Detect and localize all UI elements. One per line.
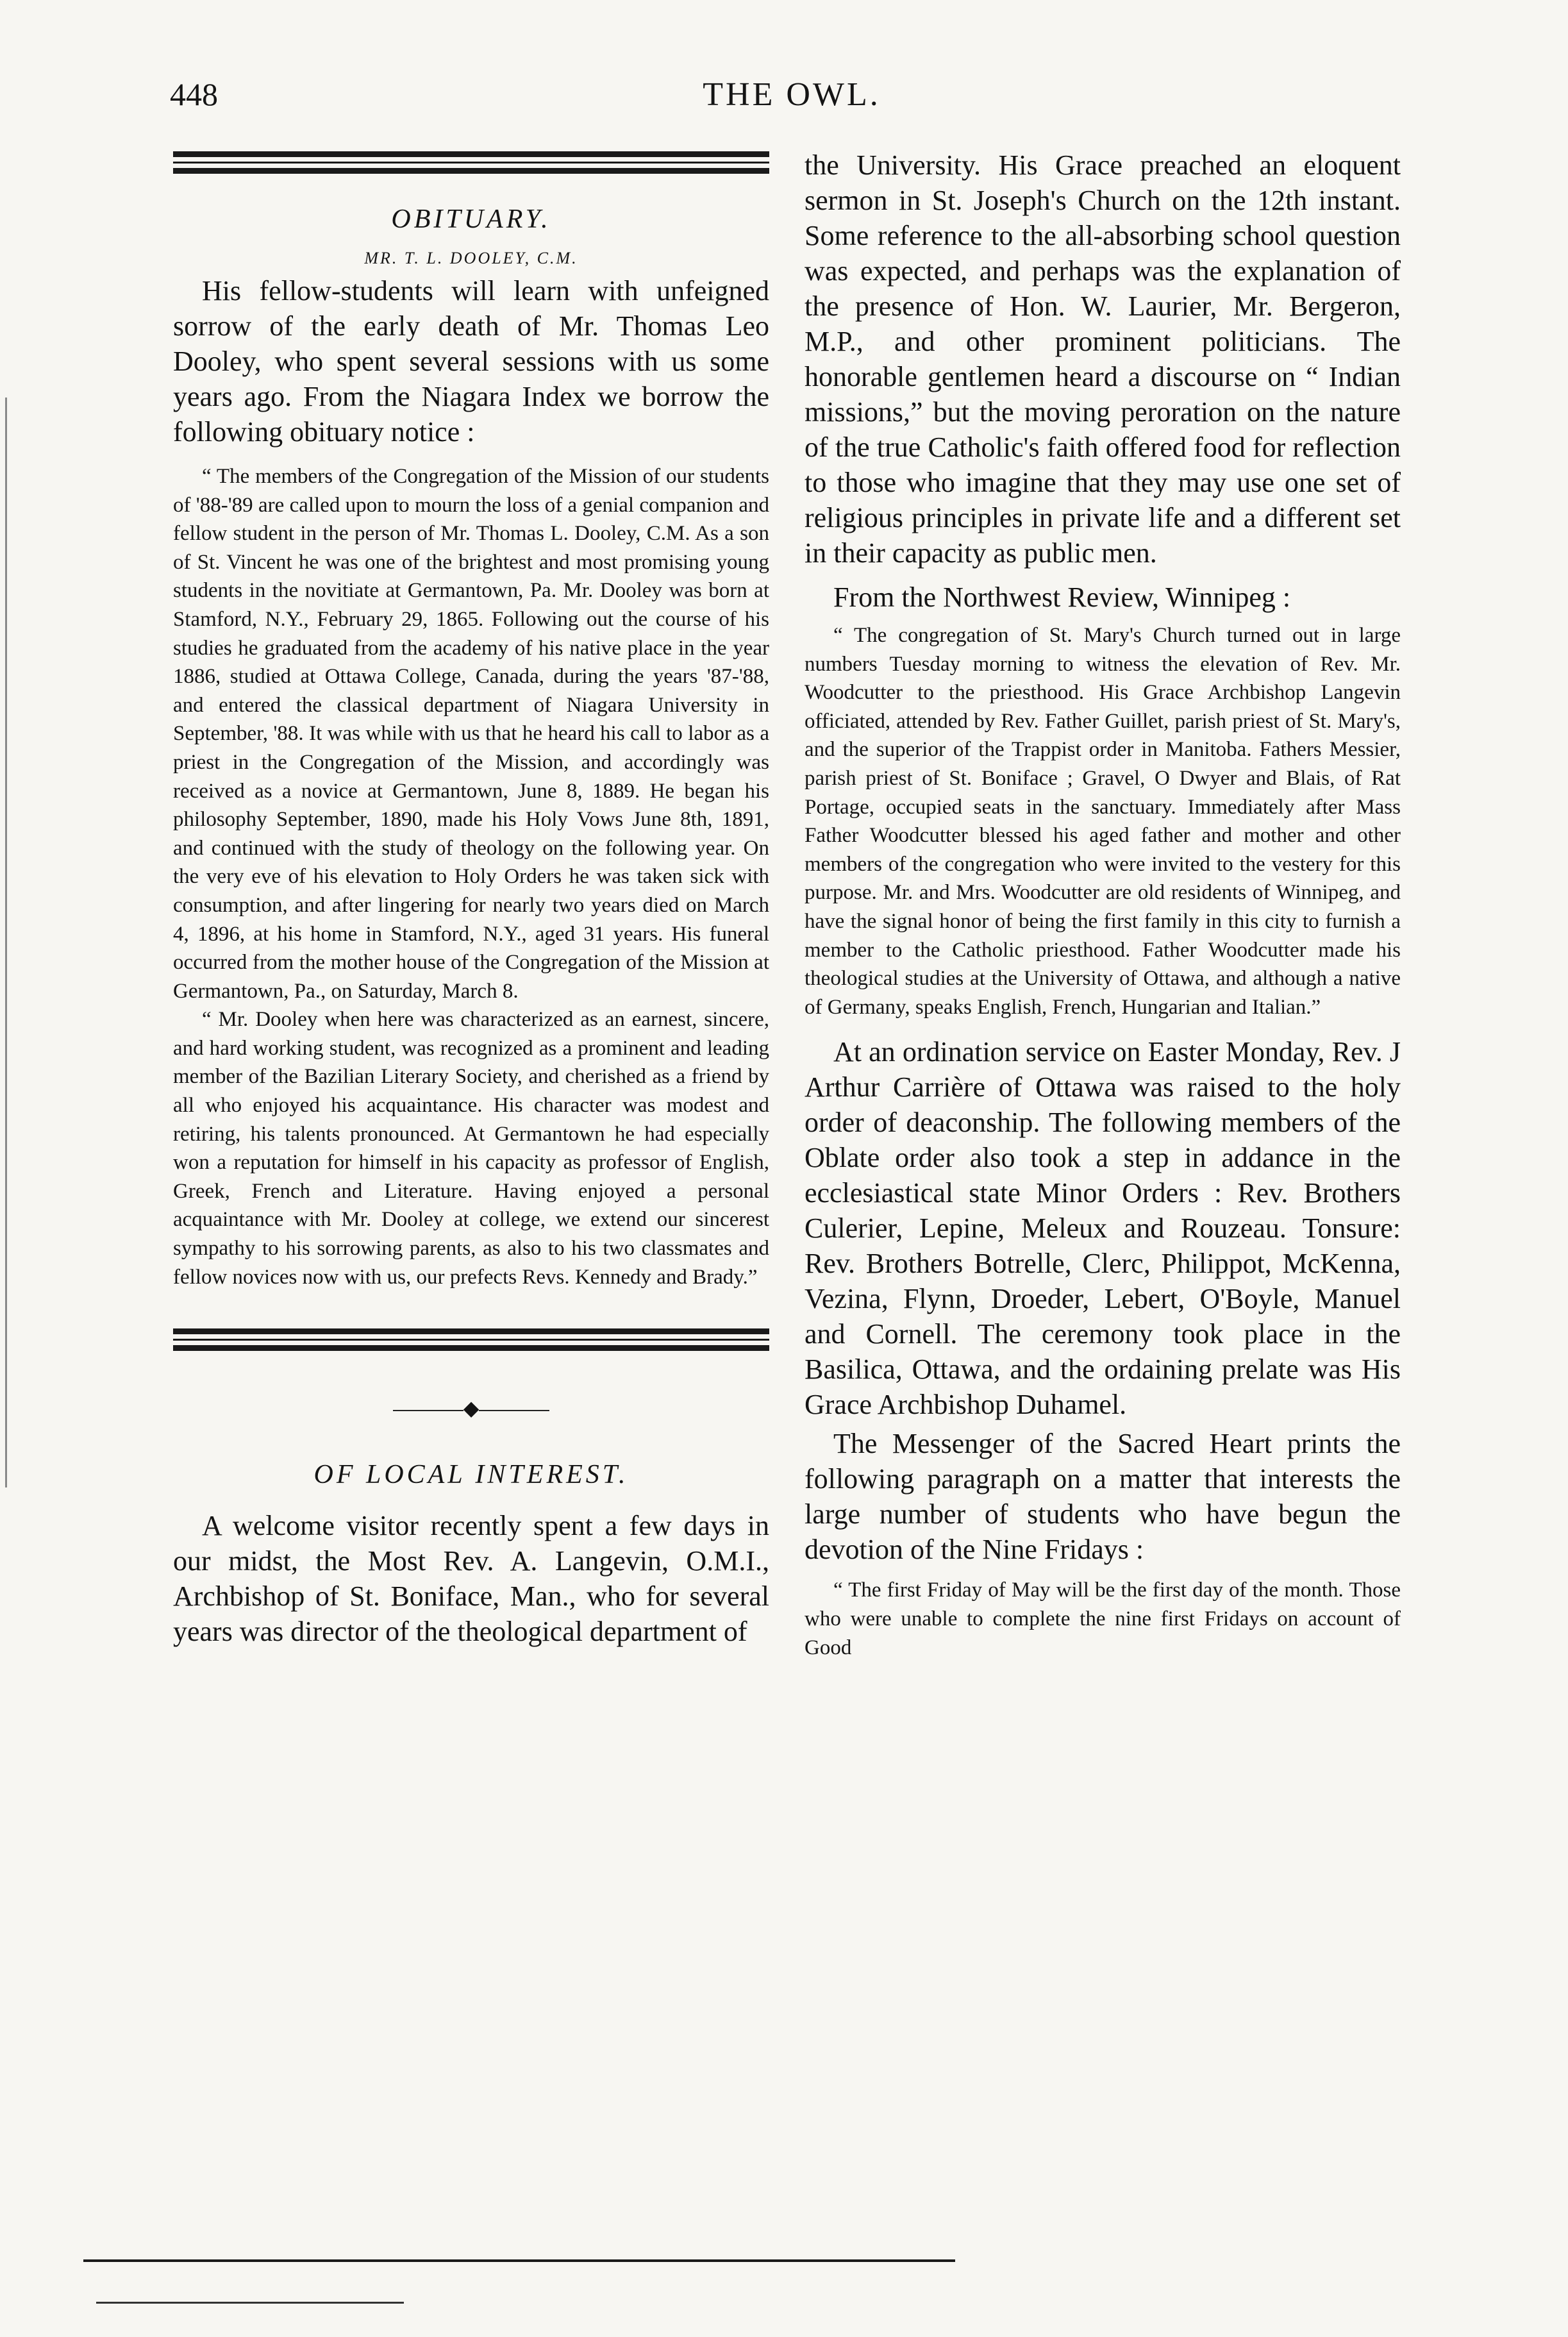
local-interest-quote-3: “ The congregation of St. Mary's Church turned out in large numbers Tuesday morning to witness the elevation of Rev. Mr. Woodcutter to the priesthood. His Grace Archbishop Langevin officiated, attended by Rev. Father Guillet, parish priest of St. Mary's, and the superior of the Trappist order in Manitoba. Fathers Messier, parish priest of St. Boniface ; Gravel, O Dwyer and Blais, of Rat Portage, occupied seats in the sanctuary. Immediately after Mass Father Woodcutter blessed his aged father and mother and other members of the congregation who were invited to the vestery for this purpose. Mr. and Mrs. Woodcutter are old residents of Winnipeg, and have the signal honor of being the first family in this city to furnish a member to the Catholic priesthood. Father Woodcutter made his theological studies at the University of Ottawa, and although a native of Germany, speaks English, French, Hungarian and Italian.”	[805, 624, 1401, 1019]
right-column	[805, 147, 1401, 1662]
local-interest-para-3: At an ordination service on Easter Monday, Rev. J Arthur Carrière of Ottawa was raised to the holy order of deaconship. The following members of the Oblate order also took a step in addance in the ecclesiastical state Minor Orders : Rev. Brothers Culerier, Lepine, Meleux and Rouzeau. Tonsure: Rev. Brothers Botrelle, Clerc, Philippot, McKenna, Vezina, Flynn, Droeder, Lebert, O'Boyle, Manuel and Cornell. The ceremony took place in the Basilica, Ottawa, and the ordaining prelate was His Grace Archbishop Duhamel.	[805, 1036, 1401, 1421]
local-interest-para-1-start: A welcome visitor recently spent a few days in our midst, the Most Rev. A. Langevin, O.M.I., Archbishop of St. Boniface, Man., who for several years was director of the theological department of	[173, 1510, 769, 1648]
local-interest-para-1-continued: the University. His Grace preached an eloquent sermon in St. Joseph's Church on the 12th instant. Some reference to the all-absorbing school question was expected, and perhaps was the explanation of the presence of Hon. W. Laurier, Mr. Bergeron, M.P., and other prominent politicians. The honorable gentlemen heard a discourse on “ Indian missions,” but the moving peroration on the nature of the true Catholic's faith offered food for reflection to those who imagine that they may use one set of religious principles in private life and a different set in their capacity as public men.	[805, 149, 1401, 569]
bottom-rule-short	[96, 2302, 404, 2304]
local-interest-para-4: The Messenger of the Sacred Heart prints the following paragraph on a matter that interests the large number of students who have begun the devotion of the Nine Fridays :	[805, 1428, 1401, 1566]
page-number: 448	[170, 76, 218, 112]
local-interest-title: OF LOCAL INTEREST.	[313, 1460, 629, 1490]
local-interest-para-2: From the Northwest Review, Winnipeg :	[833, 582, 1291, 613]
ornament-divider: ◆	[173, 1395, 769, 1421]
local-interest-quote-4: “ The first Friday of May will be the first day of the month. Those who were unable to complete the nine first Fridays on account of Good	[805, 1579, 1401, 1659]
section-divider-rule	[173, 1328, 769, 1351]
obituary-intro: His fellow-students will learn with unfeigned sorrow of the early death of Mr. Thomas Leo Dooley, who spent several sessions with us some years ago. From the Niagara Index we borrow the following obituary notice :	[173, 275, 769, 448]
running-title: THE OWL.	[703, 76, 881, 113]
obituary-byline: MR. T. L. DOOLEY, C.M.	[364, 249, 578, 267]
top-rule	[173, 151, 769, 174]
left-column	[173, 151, 769, 1649]
left-margin-mark	[5, 398, 7, 1487]
obituary-quote-1: “ The members of the Congregation of the Mission of our students of '88-'89 are called upon to mourn the loss of a genial companion and fellow student in the person of Mr. Thomas L. Dooley, C.M. As a son of St. Vincent he was one of the brightest and most promising young students in the novitiate at Germantown, Pa. Mr. Dooley was born at Stamford, N.Y., February 29, 1865. Following out the course of his studies he graduated from the academy of his native place in the year 1886, studied at Ottawa College, Canada, during the years '87-'88, and entered the classical department of Niagara University in September, '88. It was while with us that he heard his call to labor as a priest in the Congregation of the Mission, and accordingly was received as a novice at Germantown, June 8, 1889. He began his philosophy September, 1890, made his Holy Vows June 8th, 1891, and continued with the study of theology on the following year. On the very eve of his elevation to Holy Orders he was taken sick with consumption, and after lingering for nearly two years died on March 4, 1896, at his home in Stamford, N.Y., aged 31 years. His funeral occurred from the mother house of the Congregation of the Mission at Germantown, Pa., on Saturday, March 8.	[173, 465, 769, 1003]
bottom-rule	[83, 2259, 955, 2262]
obituary-quote-2: “ Mr. Dooley when here was characterized as an earnest, sincere, and hard working student, was recognized as a prominent and leading member of the Bazilian Literary Society, and cherished as a friend by all who enjoyed his acquaintance. His character was modest and retiring, his talents pronounced. At Germantown he had especially won a reputation for himself in his capacity as professor of English, Greek, French and Literature. Having enjoyed a personal acquaintance with Mr. Dooley at college, we extend our sincerest sympathy to his sorrowing parents, as also to his two classmates and fellow novices now with us, our prefects Revs. Kennedy and Brady.”	[173, 1008, 769, 1289]
obituary-title: OBITUARY.	[391, 205, 551, 234]
